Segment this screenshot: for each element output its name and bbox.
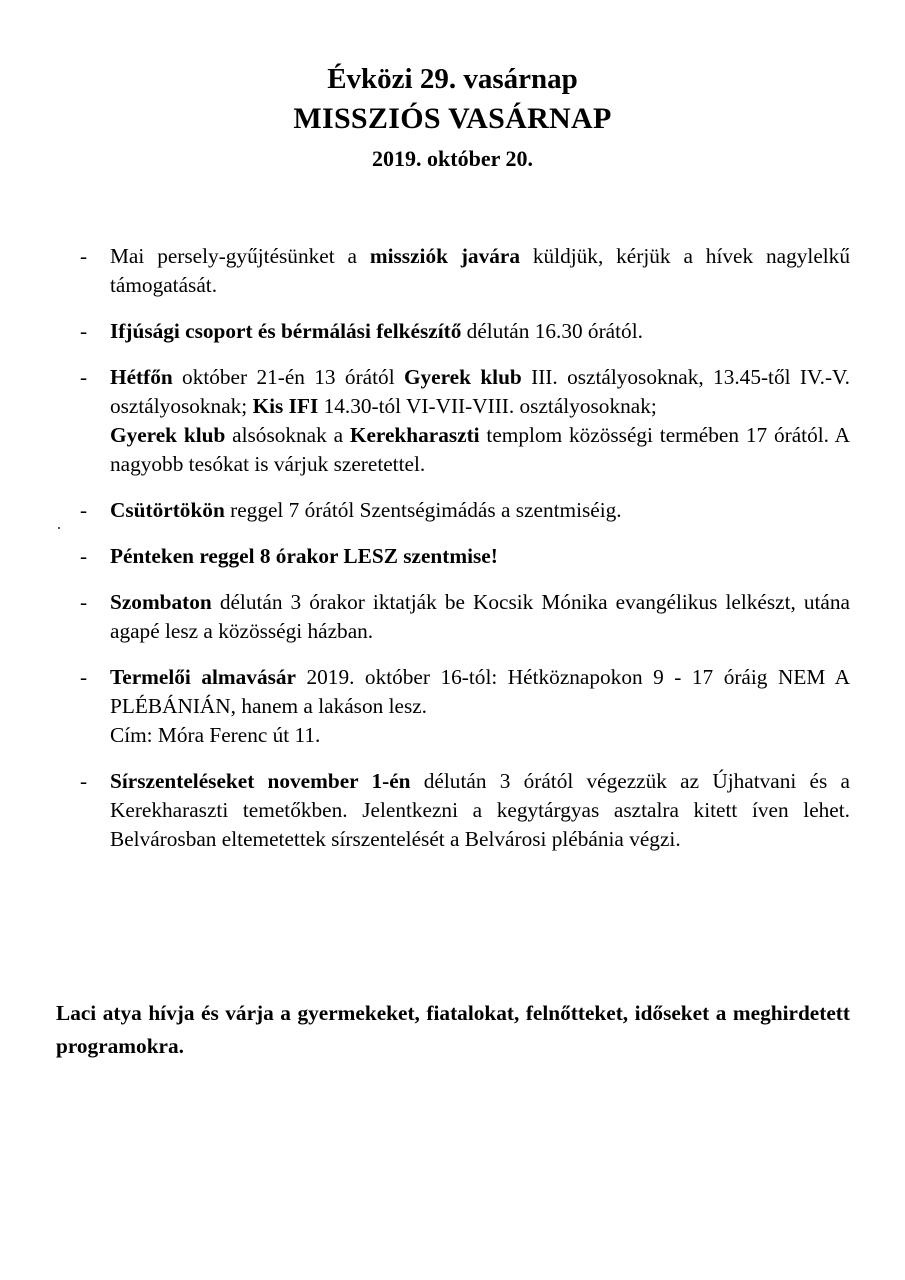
title-line-1: Évközi 29. vasárnap xyxy=(327,63,578,95)
announcement-list xyxy=(80,242,850,871)
closing-invitation: Laci atya hívja és várja a gyermekeket, fiatalokat, felnőtteket, időseket a meghirdetett programokra. xyxy=(56,1001,850,1058)
bullet-dash: - xyxy=(80,665,88,689)
item-text: Termelői almavásár 2019. október 16-tól: Hétköznapokon 9 - 17 óráig NEM A PLÉBÁNIÁN, hanem a lakáson lesz. Cím: Móra Ferenc út 11. xyxy=(110,665,851,747)
list-item xyxy=(80,588,850,646)
list-item xyxy=(80,317,850,346)
list-item xyxy=(80,663,850,750)
item-text: Ifjúsági csoport és bérmálási felkészítő délután 16.30 órától. xyxy=(110,319,643,343)
bullet-dash: - xyxy=(80,365,88,389)
bullet-dash: - xyxy=(80,319,88,343)
list-item xyxy=(80,363,850,479)
list-item xyxy=(80,242,850,300)
title-line-2: MISSZIÓS VASÁRNAP xyxy=(293,102,612,135)
bullet-dash: - xyxy=(80,244,88,268)
document-header xyxy=(0,60,905,176)
item-text: Sírszenteléseket november 1-én délután 3 órától végezzük az Újhatvani és a Kerekharaszti temetőkben. Jelentkezni a kegytárgyas asztalra kitett íven lehet. Belvárosban eltemetettek sírszentelését a Belvárosi plébánia végzi. xyxy=(110,769,850,851)
item-text: Csütörtökön reggel 7 órától Szentségimádás a szentmiséig. xyxy=(110,498,622,522)
list-item xyxy=(80,496,850,525)
item-text: Pénteken reggel 8 órakor LESZ szentmise! xyxy=(110,544,498,568)
bullet-dash: - xyxy=(80,544,88,568)
bullet-dash: - xyxy=(80,498,88,522)
stray-mark xyxy=(58,527,60,529)
date-line: 2019. október 20. xyxy=(372,146,533,171)
item-text: Hétfőn október 21-én 13 órától Gyerek klub III. osztályosoknak, 13.45-től IV.-V. osztályosoknak; Kis IFI 14.30-tól VI-VII-VIII. osztályosoknak; Gyerek klub alsósoknak a Kerekharaszti templom közösségi termében 17 órától. A nagyobb tesókat is várjuk szeretettel. xyxy=(110,365,850,476)
item-text: Mai persely-gyűjtésünket a missziók javára küldjük, kérjük a hívek nagylelkű támogatását. xyxy=(110,244,850,297)
list-item xyxy=(80,542,850,571)
item-text: Szombaton délután 3 órakor iktatják be Kocsik Mónika evangélikus lelkészt, utána agapé lesz a közösségi házban. xyxy=(110,590,850,643)
bullet-dash: - xyxy=(80,769,88,793)
bullet-dash: - xyxy=(80,590,88,614)
list-item xyxy=(80,767,850,854)
